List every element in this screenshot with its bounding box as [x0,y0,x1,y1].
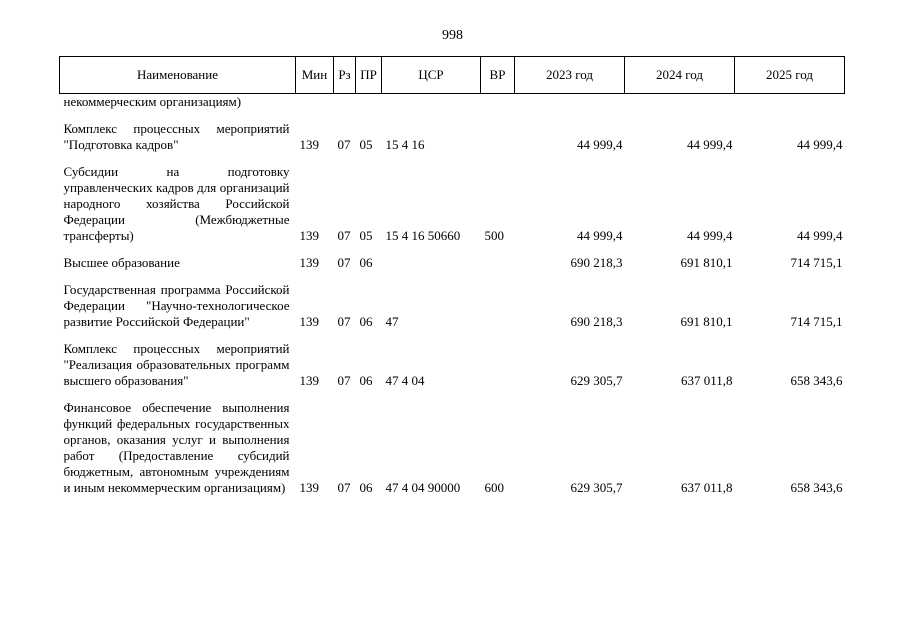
header-min: Мин [296,57,334,94]
table-row [60,282,845,330]
cell-name: Субсидии на подготовку управленческих кадров для организаций народного хозяйства Российской Федерации (Межбюджетные трансферты) [63,164,290,243]
cell-rz: 07 [337,314,351,329]
cell-vr [481,282,515,330]
cell-csr: 47 [385,314,399,329]
cell-y2024: 637 011,8 [680,373,733,388]
cell-name: Финансовое обеспечение выполнения функций федеральных государственных органов, оказания услуг и выполнения работ (Предоставление субсидий бюджетным, автономным учреждениям и иным некоммерческим организациям) [63,400,290,495]
cell-pr: 06 [359,314,373,329]
cell-y2023: 44 999,4 [577,137,623,152]
cell-rz: 07 [337,373,351,388]
cell-vr [481,94,515,111]
cell-y2025: 714 715,1 [790,314,843,329]
header-csr: ЦСР [382,57,481,94]
cell-y2025: 714 715,1 [790,255,843,270]
row-spacer-cell [60,153,845,164]
header-name: Наименование [60,57,296,94]
cell-rz: 07 [337,480,351,495]
cell-vr [481,341,515,389]
cell-pr: 06 [359,480,373,495]
cell-csr: 47 4 04 [385,373,425,388]
cell-name: Комплекс процессных мероприятий "Подготовка кадров" [63,121,290,152]
cell-y2025: 658 343,6 [790,480,843,495]
cell-name: некоммерческим организациям) [63,94,242,109]
row-spacer-cell [60,244,845,255]
cell-y2023 [515,94,625,111]
cell-y2025: 44 999,4 [797,228,843,243]
header-2024: 2024 год [625,57,735,94]
cell-csr: 15 4 16 [385,137,425,152]
header-pr: ПР [356,57,382,94]
cell-y2023: 690 218,3 [570,255,623,270]
cell-csr [382,255,481,271]
cell-min: 139 [299,137,319,152]
table-row [60,400,845,496]
page-number: 998 [442,28,463,43]
row-spacer [60,110,845,121]
cell-vr: 600 [484,480,504,495]
cell-csr [382,94,481,111]
cell-min: 139 [299,480,319,495]
cell-y2024: 44 999,4 [687,137,733,152]
cell-csr: 15 4 16 50660 [385,228,461,243]
cell-pr [356,94,382,111]
cell-pr: 05 [359,228,373,243]
cell-y2025: 44 999,4 [797,137,843,152]
cell-vr: 500 [484,228,504,243]
cell-y2023: 629 305,7 [570,480,623,495]
row-spacer-cell [60,110,845,121]
table-row [60,121,845,153]
table-body [60,94,845,497]
cell-y2025 [735,94,845,111]
row-spacer-cell [60,330,845,341]
table-row [60,255,845,271]
row-spacer [60,389,845,400]
cell-min: 139 [299,255,319,270]
row-spacer-cell [60,271,845,282]
row-spacer [60,330,845,341]
cell-min: 139 [299,314,319,329]
table-row [60,94,845,111]
cell-csr: 47 4 04 90000 [385,480,461,495]
cell-rz [334,94,356,111]
budget-table [59,56,845,496]
cell-vr [481,255,515,271]
cell-y2025: 658 343,6 [790,373,843,388]
cell-name: Высшее образование [63,255,180,270]
table-header-row [60,57,845,94]
row-spacer [60,271,845,282]
header-vr: ВР [481,57,515,94]
cell-rz: 07 [337,228,351,243]
cell-name: Комплекс процессных мероприятий "Реализация образовательных программ высшего образования" [63,341,290,388]
cell-y2023: 690 218,3 [570,314,623,329]
row-spacer [60,153,845,164]
row-spacer-cell [60,389,845,400]
cell-y2024: 637 011,8 [680,480,733,495]
cell-y2023: 44 999,4 [577,228,623,243]
cell-y2024: 44 999,4 [687,228,733,243]
cell-min [296,94,334,111]
cell-pr: 05 [359,137,373,152]
cell-pr: 06 [359,373,373,388]
cell-rz: 07 [337,255,351,270]
cell-y2024: 691 810,1 [680,314,733,329]
table-row [60,164,845,244]
cell-rz: 07 [337,137,351,152]
cell-y2023: 629 305,7 [570,373,623,388]
cell-y2024 [625,94,735,111]
header-2023: 2023 год [515,57,625,94]
cell-y2024: 691 810,1 [680,255,733,270]
cell-name: Государственная программа Российской Федерации "Научно-технологическое развитие Российской Федерации" [63,282,290,329]
header-rz: Рз [334,57,356,94]
cell-pr: 06 [359,255,373,270]
row-spacer [60,244,845,255]
cell-min: 139 [299,373,319,388]
cell-vr [481,121,515,153]
header-2025: 2025 год [735,57,845,94]
table-row [60,341,845,389]
cell-min: 139 [299,228,319,243]
